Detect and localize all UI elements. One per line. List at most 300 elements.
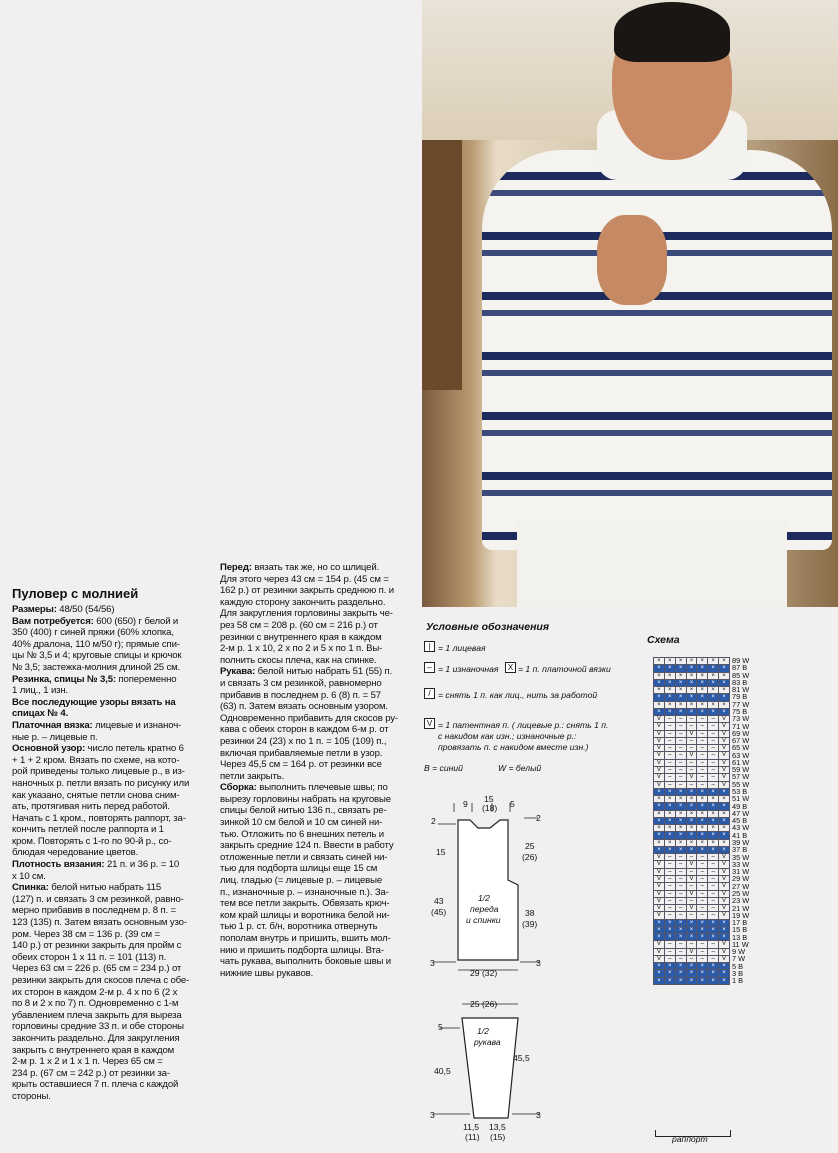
chart-cell: × — [654, 934, 665, 941]
chart-cell: × — [697, 702, 708, 709]
chart-cell: × — [676, 978, 687, 985]
chart-cell: × — [665, 687, 676, 694]
chart-cell: × — [665, 825, 676, 832]
sleeve-dim-40: 40,5 — [434, 1066, 451, 1076]
chart-cell: × — [665, 709, 676, 716]
chart-cell: – — [708, 731, 719, 738]
legend-patent-2: с накидом как изн.; изнаночные р.: — [438, 731, 577, 741]
dim-39: (39) — [522, 919, 538, 929]
chart-cell: – — [697, 883, 708, 890]
chart-cell: V — [654, 869, 665, 876]
chart-cell: V — [719, 774, 730, 781]
chart-row — [654, 949, 730, 956]
chart-cell: – — [697, 731, 708, 738]
text-run: 40% дралона, 110 м/50 г); прямые спи- — [12, 638, 180, 650]
text-line — [12, 697, 189, 709]
row-label: 53 B — [732, 787, 748, 797]
chart-cell: V — [654, 752, 665, 759]
chart-cell: × — [676, 825, 687, 832]
text-run: резинки закрыть для скосов плеча с обе- — [12, 975, 190, 986]
chart-cell: × — [665, 840, 676, 847]
row-label: 5 B — [732, 961, 744, 971]
row-label: 69 W — [732, 728, 750, 738]
chart-cell: × — [708, 811, 719, 818]
chart-cell: × — [676, 680, 687, 687]
chart-row — [654, 752, 730, 759]
chart-cell: × — [665, 818, 676, 825]
body-fraction: 1/2 — [478, 893, 490, 903]
row-label: 43 W — [732, 823, 750, 833]
page-title: Пуловер с молнией — [12, 586, 139, 601]
chart-cell: × — [708, 658, 719, 665]
dim-3-right: 3 — [536, 958, 541, 968]
chart-cell: × — [687, 796, 698, 803]
text-line — [220, 817, 398, 829]
chart-row — [654, 818, 730, 825]
chart-cell: – — [708, 905, 719, 912]
chart-cell: × — [676, 796, 687, 803]
row-label: 79 B — [732, 692, 748, 702]
chart-row — [654, 782, 730, 789]
chart-cell: – — [697, 752, 708, 759]
text-line — [220, 910, 398, 922]
chart-cell: × — [708, 978, 719, 985]
chart-cell: × — [719, 680, 730, 687]
text-run: попеременно — [115, 673, 177, 685]
text-line — [12, 801, 189, 813]
text-line — [220, 666, 398, 678]
text-run: 2-м р. 1 х 10, 2 х по 2 и 5 х по 1 п. Вы- — [220, 643, 383, 655]
chart-cell: × — [708, 694, 719, 701]
text-line — [12, 639, 189, 651]
chart-cell: – — [697, 716, 708, 723]
chart-cell: V — [654, 767, 665, 774]
chart-cell: – — [665, 752, 676, 759]
chart-cell: × — [687, 818, 698, 825]
chart-cell: V — [719, 752, 730, 759]
chart-cell: V — [719, 854, 730, 861]
chart-row — [654, 738, 730, 745]
chart-cell: V — [719, 869, 730, 876]
chart-cell: V — [654, 876, 665, 883]
text-run: блюдая чередование цветов. — [12, 847, 139, 859]
chart-cell: × — [719, 832, 730, 839]
chart-cell: × — [665, 680, 676, 687]
instructions-column-2 — [220, 562, 398, 979]
chart-cell: V — [719, 891, 730, 898]
chart-cell: – — [665, 949, 676, 956]
text-run: включая прибавляемые петли в узор. — [220, 747, 383, 759]
chart-cell: × — [719, 825, 730, 832]
row-label: 75 B — [732, 706, 748, 716]
chart-cell: × — [687, 658, 698, 665]
text-line — [12, 813, 189, 825]
chart-cell: × — [676, 840, 687, 847]
chart-row — [654, 803, 730, 810]
text-line — [12, 963, 189, 975]
chart-cell: – — [708, 774, 719, 781]
chart-cell: × — [665, 934, 676, 941]
chart-cell: V — [654, 738, 665, 745]
purl-symbol-icon: – — [424, 662, 435, 673]
chart-cell: – — [708, 716, 719, 723]
text-line — [220, 956, 398, 968]
chart-cell: – — [687, 767, 698, 774]
text-line — [220, 585, 398, 597]
text-run: рой приведены только лицевые р., в из- — [12, 766, 185, 778]
chart-cell: × — [654, 978, 665, 985]
text-line — [12, 627, 189, 639]
chart-cell: × — [654, 811, 665, 818]
chart-cell: V — [719, 760, 730, 767]
text-run: Для закругления горловины закрыть че- — [220, 608, 393, 620]
chart-cell: × — [676, 702, 687, 709]
sleeve-schematic — [420, 990, 570, 1140]
text-run: 2-м р. 1 х 2 и 1 х 1 п. Через 65 см = — [12, 1056, 163, 1068]
chart-cell: × — [697, 673, 708, 680]
chart-row — [654, 927, 730, 934]
chart-cell: – — [665, 876, 676, 883]
chart-cell: × — [654, 840, 665, 847]
chart-cell: – — [676, 905, 687, 912]
text-bold: Резинка, спицы № 3,5: — [12, 673, 116, 685]
chart-cell: × — [697, 658, 708, 665]
text-run: (127) п. и связать 3 см резинкой, равно- — [12, 893, 184, 905]
chart-cell: × — [654, 709, 665, 716]
chart-cell: – — [665, 912, 676, 919]
chart-cell: – — [708, 883, 719, 890]
text-run: зинкой 10 см белой и 10 см синей ни- — [220, 817, 383, 829]
text-run: вязать так же, но со шлицей. — [251, 562, 380, 573]
text-run: 48/50 (54/56) — [56, 604, 115, 615]
text-run: + 1 + 2 кром. Вязать по схеме, на кото- — [12, 754, 180, 766]
text-line — [12, 662, 189, 674]
text-bold: спицах № 4. — [12, 708, 69, 720]
chart-cell: × — [719, 818, 730, 825]
chart-cell: – — [687, 854, 698, 861]
legend-white: W = белый — [498, 763, 542, 773]
chart-row — [654, 963, 730, 970]
text-run: и связать 3 см резинкой, равномерно — [220, 677, 382, 689]
row-label: 29 W — [732, 874, 750, 884]
text-run: тью для подборта шлицы еще 15 см — [220, 863, 378, 875]
text-run: горловины средние 33 п. и обе стороны — [12, 1021, 184, 1033]
row-label: 19 W — [732, 910, 750, 920]
chart-cell: × — [654, 832, 665, 839]
text-run: Через 63 см = 226 р. (65 см = 234 р.) от — [12, 963, 182, 975]
sleeve-dim-13-5: 13,5 — [489, 1122, 506, 1132]
row-label: 67 W — [732, 736, 750, 746]
chart-cell: × — [654, 920, 665, 927]
chart-cell: × — [665, 789, 676, 796]
chart-row — [654, 832, 730, 839]
chart-cell: – — [708, 738, 719, 745]
text-run: петли закрыть. — [220, 770, 285, 782]
row-label: 55 W — [732, 779, 750, 789]
chart-cell: – — [687, 760, 698, 767]
chart-cell: – — [697, 782, 708, 789]
chart-cell: V — [719, 716, 730, 723]
chart-cell: × — [654, 963, 665, 970]
text-run: белой нитью набрать 115 — [48, 882, 162, 894]
chart-row — [654, 665, 730, 672]
text-run: стороны. — [12, 1090, 51, 1102]
chart-row — [654, 774, 730, 781]
chart-cell: – — [708, 723, 719, 730]
chart-cell: V — [654, 760, 665, 767]
chart-cell: – — [676, 912, 687, 919]
text-bold: Сборка: — [220, 782, 257, 794]
chart-cell: × — [708, 702, 719, 709]
chart-cell: – — [697, 869, 708, 876]
chart-cell: × — [676, 970, 687, 977]
chart-cell: V — [719, 738, 730, 745]
chart-cell: × — [676, 934, 687, 941]
text-bold: Платочная вязка: — [12, 719, 93, 731]
text-line — [220, 968, 398, 980]
chart-cell: – — [676, 861, 687, 868]
row-label: 47 W — [732, 808, 750, 818]
text-run: выполнить плечевые швы; по — [256, 782, 388, 794]
row-label: 27 W — [732, 881, 750, 891]
chart-cell: V — [719, 956, 730, 963]
sleeve-fraction: 1/2 — [477, 1026, 489, 1036]
text-line — [220, 736, 398, 748]
chart-cell: × — [697, 796, 708, 803]
text-run: Для этого через 43 см = 154 р. (45 см = — [220, 573, 389, 585]
text-line — [12, 743, 189, 755]
chart-cell: × — [708, 920, 719, 927]
chart-row — [654, 723, 730, 730]
chart-cell: – — [708, 941, 719, 948]
chart-cell: – — [665, 767, 676, 774]
text-run: 1 лиц., 1 изн. — [12, 685, 69, 697]
dim-2-right: 2 — [536, 813, 541, 823]
photo-post — [422, 140, 462, 390]
text-line — [12, 894, 189, 906]
text-run: вырезу горловины набрать на круговые — [220, 793, 391, 805]
text-run: прибавив в последнем р. 6 (8) п. = 57 — [220, 689, 381, 701]
text-run: (63) п. Затем вязать основным узором. — [220, 701, 388, 713]
chart-cell: V — [654, 941, 665, 948]
chart-cell: V — [719, 905, 730, 912]
chart-row — [654, 840, 730, 847]
chart-cell: × — [719, 978, 730, 985]
text-run: нию и пришить подборта шлицы. Вта- — [220, 944, 384, 956]
chart-cell: – — [665, 745, 676, 752]
chart-cell: × — [676, 709, 687, 716]
chart-row — [654, 854, 730, 861]
chart-cell: V — [719, 949, 730, 956]
chart-cell: × — [719, 687, 730, 694]
chart-row — [654, 811, 730, 818]
chart-cell: – — [697, 738, 708, 745]
chart-cell: × — [697, 920, 708, 927]
row-label: 3 B — [732, 969, 744, 979]
chart-cell: × — [687, 970, 698, 977]
sleeve-dim-3-right: 3 — [536, 1110, 541, 1120]
dim-38: 38 — [525, 908, 535, 918]
chart-cell: × — [665, 811, 676, 818]
text-line — [220, 620, 398, 632]
chart-cell: – — [676, 752, 687, 759]
chart-cell: × — [719, 811, 730, 818]
chart-cell: – — [708, 767, 719, 774]
chart-cell: × — [687, 840, 698, 847]
chart-cell: × — [708, 970, 719, 977]
chart-cell: × — [708, 963, 719, 970]
text-line — [12, 1021, 189, 1033]
chart-cell: – — [697, 861, 708, 868]
chart-cell: – — [708, 782, 719, 789]
text-run: рез 58 см = 208 р. (60 см = 216 р.) от — [220, 619, 378, 631]
text-run: крыть оставшиеся 7 п. плеча с каждой — [12, 1079, 179, 1091]
chart-cell: × — [708, 796, 719, 803]
text-line — [12, 1045, 189, 1057]
text-line — [12, 685, 189, 697]
text-run: по 8 и 2 х по 7) п. Одновременно с 1-м — [12, 998, 179, 1010]
chart-cell: × — [687, 963, 698, 970]
text-run: цы № 3,5 и 4; круговые спицы и крючок — [12, 650, 182, 662]
row-label: 81 W — [732, 685, 750, 695]
chart-row — [654, 716, 730, 723]
chart-cell: V — [687, 891, 698, 898]
text-run: каждую сторону закончить раздельно. — [220, 596, 386, 608]
chart-cell: × — [687, 832, 698, 839]
text-run: лиц. гладью (= лицевые р. – лицевые — [220, 875, 383, 887]
legend-purl: = 1 изнаночная — [438, 664, 499, 674]
chart-cell: × — [687, 920, 698, 927]
chart-cell: V — [719, 898, 730, 905]
chart-cell: – — [697, 854, 708, 861]
chart-row — [654, 920, 730, 927]
chart-cell: × — [654, 665, 665, 672]
text-run: резинки 24 (23) х по 1 п. = 105 (109) п., — [220, 735, 387, 747]
chart-row — [654, 673, 730, 680]
row-label: 9 W — [732, 947, 746, 957]
chart-cell: × — [708, 934, 719, 941]
chart-cell: × — [719, 920, 730, 927]
chart-cell: × — [665, 832, 676, 839]
row-label: 63 W — [732, 750, 750, 760]
text-run: Начать с 1 кром., повторять раппорт, за- — [12, 812, 186, 824]
chart-row — [654, 883, 730, 890]
chart-cell: × — [697, 665, 708, 672]
chart-cell: V — [687, 752, 698, 759]
row-label: 1 B — [732, 976, 744, 986]
row-label: 59 W — [732, 765, 750, 775]
chart-cell: – — [676, 854, 687, 861]
text-line — [220, 829, 398, 841]
chart-row — [654, 970, 730, 977]
chart-cell: × — [708, 789, 719, 796]
chart-cell: – — [676, 876, 687, 883]
chart-row — [654, 745, 730, 752]
chart-row — [654, 687, 730, 694]
chart-cell: – — [676, 745, 687, 752]
chart-cell: × — [697, 978, 708, 985]
chart-row — [654, 861, 730, 868]
chart-cell: × — [697, 687, 708, 694]
chart-cell: × — [697, 927, 708, 934]
text-line — [220, 632, 398, 644]
chart-cell: × — [665, 970, 676, 977]
chart-cell: – — [697, 891, 708, 898]
chart-cell: × — [719, 694, 730, 701]
photo-sweater — [482, 150, 832, 550]
text-line — [12, 708, 189, 720]
text-run: закончить раздельно. Для закругления — [12, 1032, 180, 1044]
text-run: их сторон в каждом 2-м р. 4 х по 6 (2 х — [12, 986, 178, 998]
sleeve-dim-5: 5 — [438, 1022, 443, 1032]
row-label: 65 W — [732, 743, 750, 753]
row-label: 17 B — [732, 918, 748, 928]
row-label: 89 W — [732, 656, 750, 665]
chart-cell: – — [708, 752, 719, 759]
row-label: 15 B — [732, 925, 748, 935]
text-run: отложенные петли и связать синей ни- — [220, 851, 388, 863]
chart-cell: – — [676, 774, 687, 781]
chart-cell: – — [708, 876, 719, 883]
chart-cell: × — [719, 970, 730, 977]
text-bold: Рукава: — [220, 666, 256, 678]
text-line — [220, 562, 398, 574]
chart-cell: – — [676, 883, 687, 890]
text-bold: Все последующие узоры вязать на — [12, 696, 176, 708]
text-run: х 10 см. — [12, 870, 46, 882]
text-line — [12, 1079, 189, 1091]
chart-cell: – — [708, 869, 719, 876]
text-run: кончить петлей после раппорта и 1 — [12, 824, 164, 836]
chart-cell: – — [687, 883, 698, 890]
text-line — [220, 678, 398, 690]
body-back-label: и спинки — [466, 915, 501, 925]
chart-cell: × — [654, 818, 665, 825]
chart-cell: × — [654, 927, 665, 934]
chart-cell: – — [665, 905, 676, 912]
text-bold: Вам потребуется: — [12, 615, 94, 627]
chart-cell: × — [719, 796, 730, 803]
text-run: убавлением плеча закрыть для выреза — [12, 1009, 182, 1021]
chart-cell: × — [708, 832, 719, 839]
chart-cell: – — [676, 716, 687, 723]
chart-row — [654, 796, 730, 803]
chart-cell: × — [719, 789, 730, 796]
chart-cell: – — [697, 876, 708, 883]
chart-cell: – — [676, 738, 687, 745]
row-label: 39 W — [732, 838, 750, 847]
chart-cell: – — [676, 782, 687, 789]
chart-cell: × — [708, 927, 719, 934]
chart-cell: – — [708, 912, 719, 919]
chart-cell: × — [676, 832, 687, 839]
chart-cell: V — [719, 941, 730, 948]
chart-cell: – — [687, 738, 698, 745]
text-line — [220, 597, 398, 609]
row-label: 25 W — [732, 888, 750, 898]
chart-cell: – — [697, 774, 708, 781]
text-run: тью. Отложить по 6 внешних петель и — [220, 828, 384, 840]
chart-cell: × — [665, 702, 676, 709]
text-line — [12, 917, 189, 929]
chart-cell: × — [676, 658, 687, 665]
sleeve-label: рукава — [474, 1037, 501, 1047]
chart-cell: × — [676, 818, 687, 825]
chart-cell: – — [697, 767, 708, 774]
text-run: № 3,5; застежка-молния длиной 25 см. — [12, 661, 181, 673]
chart-cell: × — [697, 803, 708, 810]
chart-cell: V — [719, 876, 730, 883]
